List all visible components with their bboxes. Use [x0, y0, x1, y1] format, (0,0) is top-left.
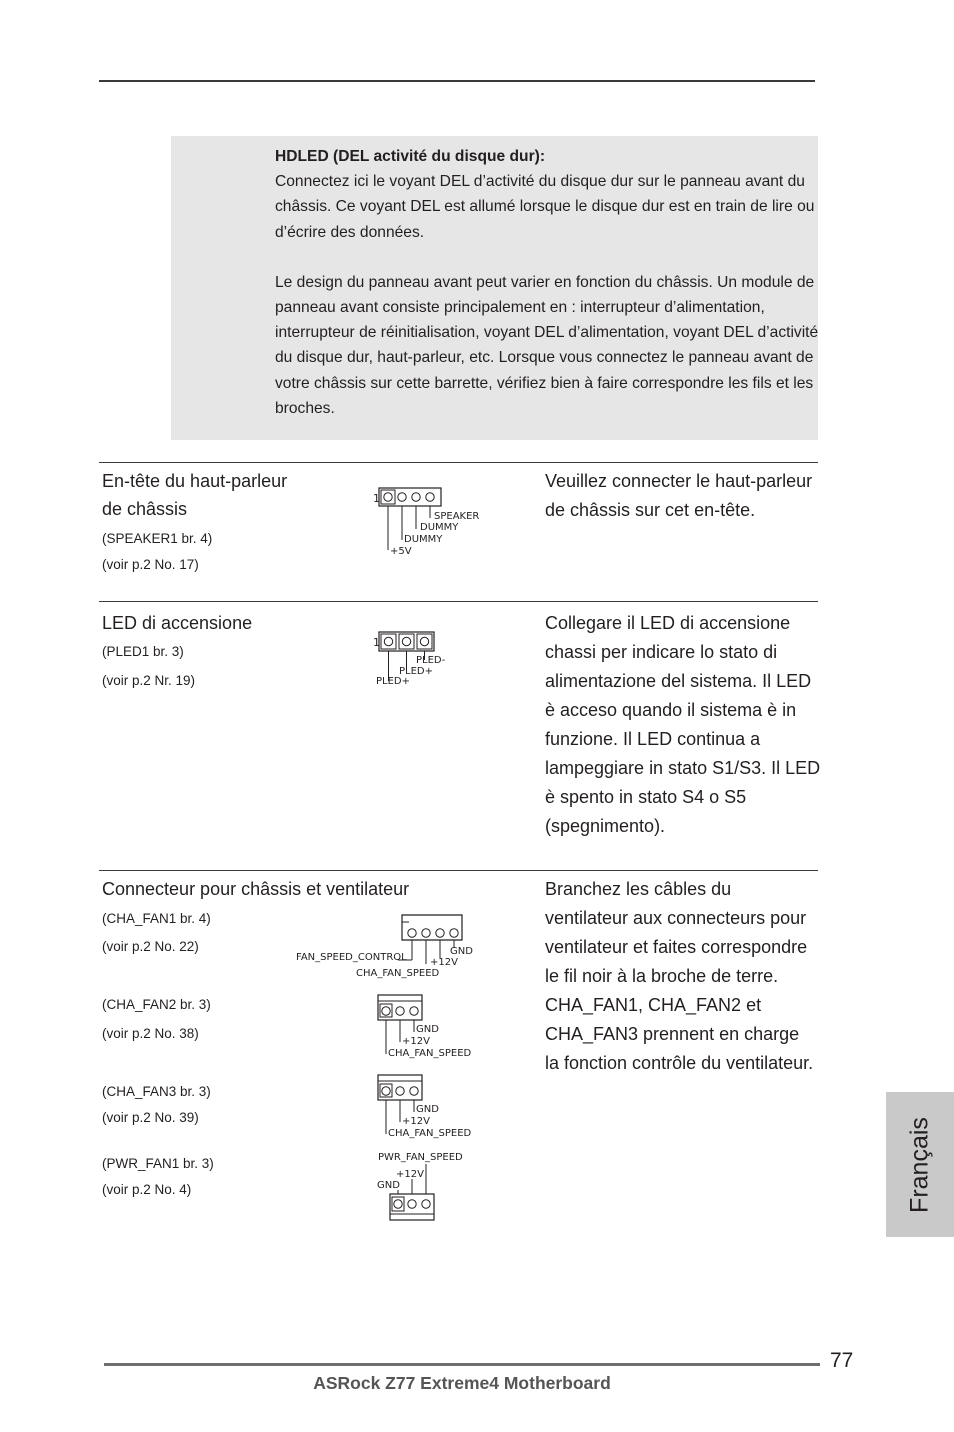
pled-plus-label-1: PLED+ [399, 666, 433, 677]
footer-rule [104, 1363, 820, 1366]
language-tab-label: Français [905, 1116, 934, 1213]
fan-title: Connecteur pour châssis et ventilateur [102, 879, 410, 899]
cha-fan2-ref: (CHA_FAN2 br. 3) [102, 997, 211, 1012]
fan-description: Branchez les câbles du ventilateur aux connecteurs pour ventilateur et faites correspondre le fil noir à la broche de terre. CHA_FAN1, CHA_FAN2 et CHA_FAN3 prennent en charge la fonction contrôle du ventilateur. [545, 879, 814, 1073]
fan3-gnd-label: GND [416, 1104, 439, 1115]
pwr-fan-speed-label: PWR_FAN_SPEED [378, 1152, 463, 1163]
pled-header-diagram [370, 628, 460, 690]
cha-fan1-voir: (voir p.2 No. 22) [102, 939, 199, 954]
pwr-fan1-voir: (voir p.2 No. 4) [102, 1182, 192, 1197]
pled-description: Collegare il LED di accensione chassi per indicare lo stato di alimentazione del sistema. Il LED è acceso quando il sistema è in funzione. Il LED continua a lampeggiare in stato S1/S3. Il LED è spento in stato S4 o S5 (spegnimento). [545, 613, 821, 836]
pled-ref: (PLED1 br. 3) [102, 644, 184, 659]
section-divider-speaker [99, 462, 818, 463]
fan3-speed-label: CHA_FAN_SPEED [388, 1128, 472, 1139]
pwr-fan1-ref: (PWR_FAN1 br. 3) [102, 1156, 214, 1171]
note-title: HDLED (DEL activité du disque dur): [275, 148, 546, 165]
footer-title: ASRock Z77 Extreme4 Motherboard [313, 1373, 611, 1393]
pled-title: LED di accensione [102, 613, 253, 633]
cha-fan2-voir: (voir p.2 No. 38) [102, 1026, 199, 1041]
speaker-ref: (SPEAKER1 br. 4) [102, 531, 213, 546]
pled-pin1-label: 1 [373, 636, 380, 649]
speaker-description: Veuillez connecter le haut-parleur de châssis sur cet en-tête. [545, 471, 813, 520]
language-tab [886, 1092, 954, 1237]
pwr-fan1-diagram [372, 1148, 482, 1226]
fan1-control-label: FAN_SPEED_CONTROL [296, 952, 407, 963]
cha-fan2-diagram [374, 992, 484, 1060]
speaker-pin-dummy-label-2: DUMMY [404, 534, 443, 545]
note-paragraph-2: Le design du panneau avant peut varier en fonction du châssis. Un module de panneau avant consiste principalement en : interrupteur d’alimentation, interrupteur de réinitialisation, voyant DEL d’alimentation, voyant DEL d’activité du disque dur, haut-parleur, etc. Lorsque vous connectez le panneau avant de votre châssis sur cette barrette, vérifiez bien à faire correspondre les fils et les broches. [275, 273, 819, 417]
cha-fan3-diagram [374, 1072, 484, 1140]
fan2-12v-label: +12V [402, 1036, 430, 1047]
fan2-speed-label: CHA_FAN_SPEED [388, 1048, 472, 1059]
cha-fan1-diagram [294, 912, 484, 982]
pled-voir: (voir p.2 Nr. 19) [102, 673, 196, 688]
pwr-fan-12v-label: +12V [396, 1169, 424, 1180]
cha-fan3-voir: (voir p.2 No. 39) [102, 1110, 199, 1125]
pwr-fan-gnd-label: GND [377, 1180, 400, 1191]
note-text [275, 144, 820, 421]
fan1-gnd-label: GND [450, 946, 473, 957]
note-paragraph-1: Connectez ici le voyant DEL d’activité du disque dur sur le panneau avant du châssis. Ce voyant DEL est allumé lorsque le disque dur est en train de lire ou d’écrire des données. [275, 173, 815, 241]
pled-minus-label: PLED- [416, 655, 446, 666]
speaker-pin-speaker-label: SPEAKER [434, 511, 480, 522]
section-divider-fan [99, 870, 818, 871]
page-number: 77 [830, 1349, 854, 1372]
speaker-voir: (voir p.2 No. 17) [102, 557, 199, 572]
top-rule [99, 80, 815, 82]
speaker-pin1-label: 1 [373, 492, 380, 505]
fan1-speed-label: CHA_FAN_SPEED [356, 968, 440, 979]
fan1-12v-label: +12V [430, 957, 458, 968]
speaker-title-2: de châssis [102, 499, 188, 519]
cha-fan3-ref: (CHA_FAN3 br. 3) [102, 1084, 211, 1099]
speaker-pin-dummy-label-1: DUMMY [420, 522, 459, 533]
section-divider-pled [99, 601, 818, 602]
fan2-gnd-label: GND [416, 1024, 439, 1035]
fan3-12v-label: +12V [402, 1116, 430, 1127]
cha-fan1-ref: (CHA_FAN1 br. 4) [102, 911, 211, 926]
speaker-title-1: En-tête du haut-parleur [102, 471, 288, 491]
speaker-header-diagram [368, 484, 488, 559]
pled-plus-label-2: PLED+ [376, 676, 410, 687]
speaker-pin-5v-label: +5V [390, 546, 412, 557]
